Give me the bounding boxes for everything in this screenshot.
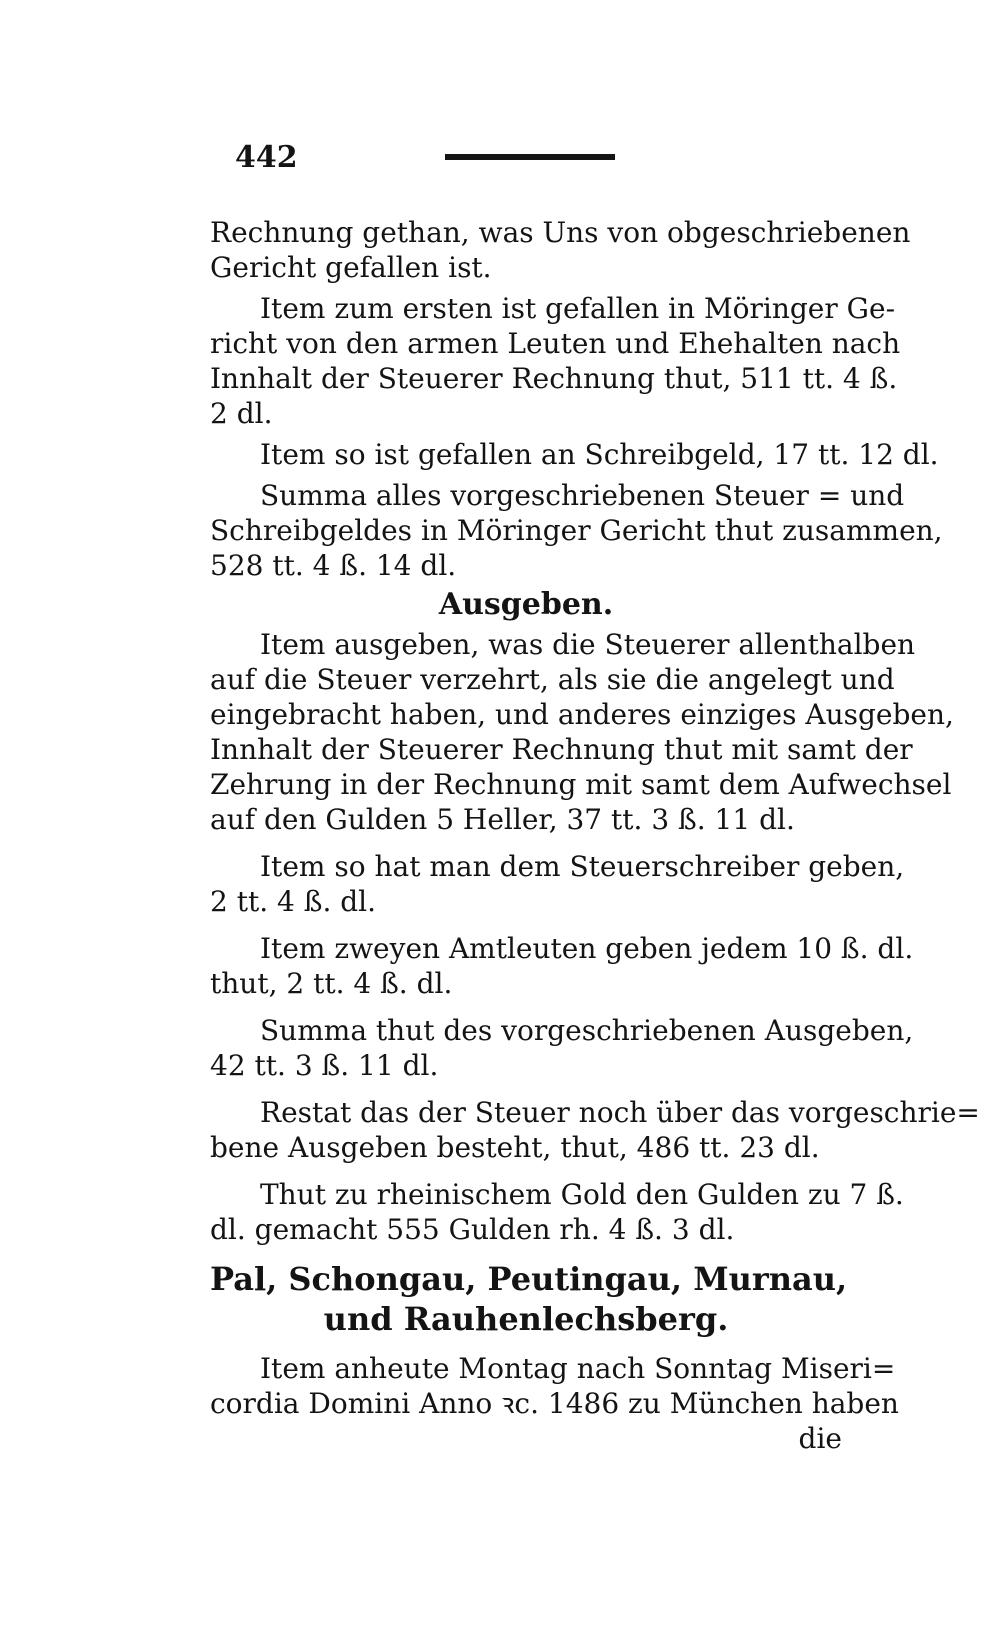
section-heading: Pal, Schongau, Peutingau, Murnau,	[210, 1260, 848, 1298]
text-line: eingebracht haben, und anderes einziges Ausgeben,	[210, 698, 954, 731]
text-line: Item so hat man dem Steuerschreiber geben,	[260, 850, 905, 883]
text-line: 2 dl.	[210, 397, 273, 430]
text-line: Item ausgeben, was die Steuerer allenthalben	[260, 628, 916, 661]
section-heading: und Rauhenlechsberg.	[323, 1300, 729, 1338]
text-line: Zehrung in der Rechnung mit samt dem Aufwechsel	[210, 768, 952, 801]
text-line: Thut zu rheinischem Gold den Gulden zu 7 ß.	[260, 1178, 904, 1211]
section-subheading: Ausgeben.	[438, 587, 614, 622]
text-line: 528 tt. 4 ß. 14 dl.	[210, 549, 457, 582]
text-line: cordia Domini Anno ꝛc. 1486 zu München haben	[210, 1387, 899, 1420]
text-line: Innhalt der Steuerer Rechnung thut mit samt der	[210, 733, 913, 766]
text-line: Item so ist gefallen an Schreibgeld, 17 tt. 12 dl.	[260, 438, 939, 471]
text-line: dl. gemacht 555 Gulden rh. 4 ß. 3 dl.	[210, 1213, 735, 1246]
text-line: Item anheute Montag nach Sonntag Miseri=	[260, 1352, 896, 1385]
text-line: Summa thut des vorgeschriebenen Ausgeben,	[260, 1014, 914, 1047]
text-line: Restat das der Steuer noch über das vorgeschrie=	[260, 1096, 980, 1129]
page-number: 442	[235, 140, 298, 175]
text-line: 42 tt. 3 ß. 11 dl.	[210, 1049, 439, 1082]
text-line: bene Ausgeben besteht, thut, 486 tt. 23 dl.	[210, 1131, 820, 1164]
text-line: Innhalt der Steuerer Rechnung thut, 511 tt. 4 ß.	[210, 362, 898, 395]
page-header	[235, 140, 635, 190]
text-line: Item zweyen Amtleuten geben jedem 10 ß. dl.	[260, 932, 914, 965]
text-line: Summa alles vorgeschriebenen Steuer = und	[260, 479, 905, 512]
text-line: Schreibgeldes in Möringer Gericht thut zusammen,	[210, 514, 943, 547]
page-text	[210, 215, 980, 1456]
text-line: Item zum ersten ist gefallen in Möringer Ge-	[260, 292, 896, 325]
header-rule	[445, 154, 615, 160]
text-line: Rechnung gethan, was Uns von obgeschriebenen	[210, 216, 911, 249]
text-line: richt von den armen Leuten und Ehehalten nach	[210, 327, 901, 360]
text-line: thut, 2 tt. 4 ß. dl.	[210, 967, 453, 1000]
text-line: auf den Gulden 5 Heller, 37 tt. 3 ß. 11 dl.	[210, 803, 795, 836]
text-line: auf die Steuer verzehrt, als sie die angelegt und	[210, 663, 895, 696]
text-line: 2 tt. 4 ß. dl.	[210, 885, 377, 918]
catchword: die	[798, 1422, 842, 1455]
text-line: Gericht gefallen ist.	[210, 251, 492, 284]
